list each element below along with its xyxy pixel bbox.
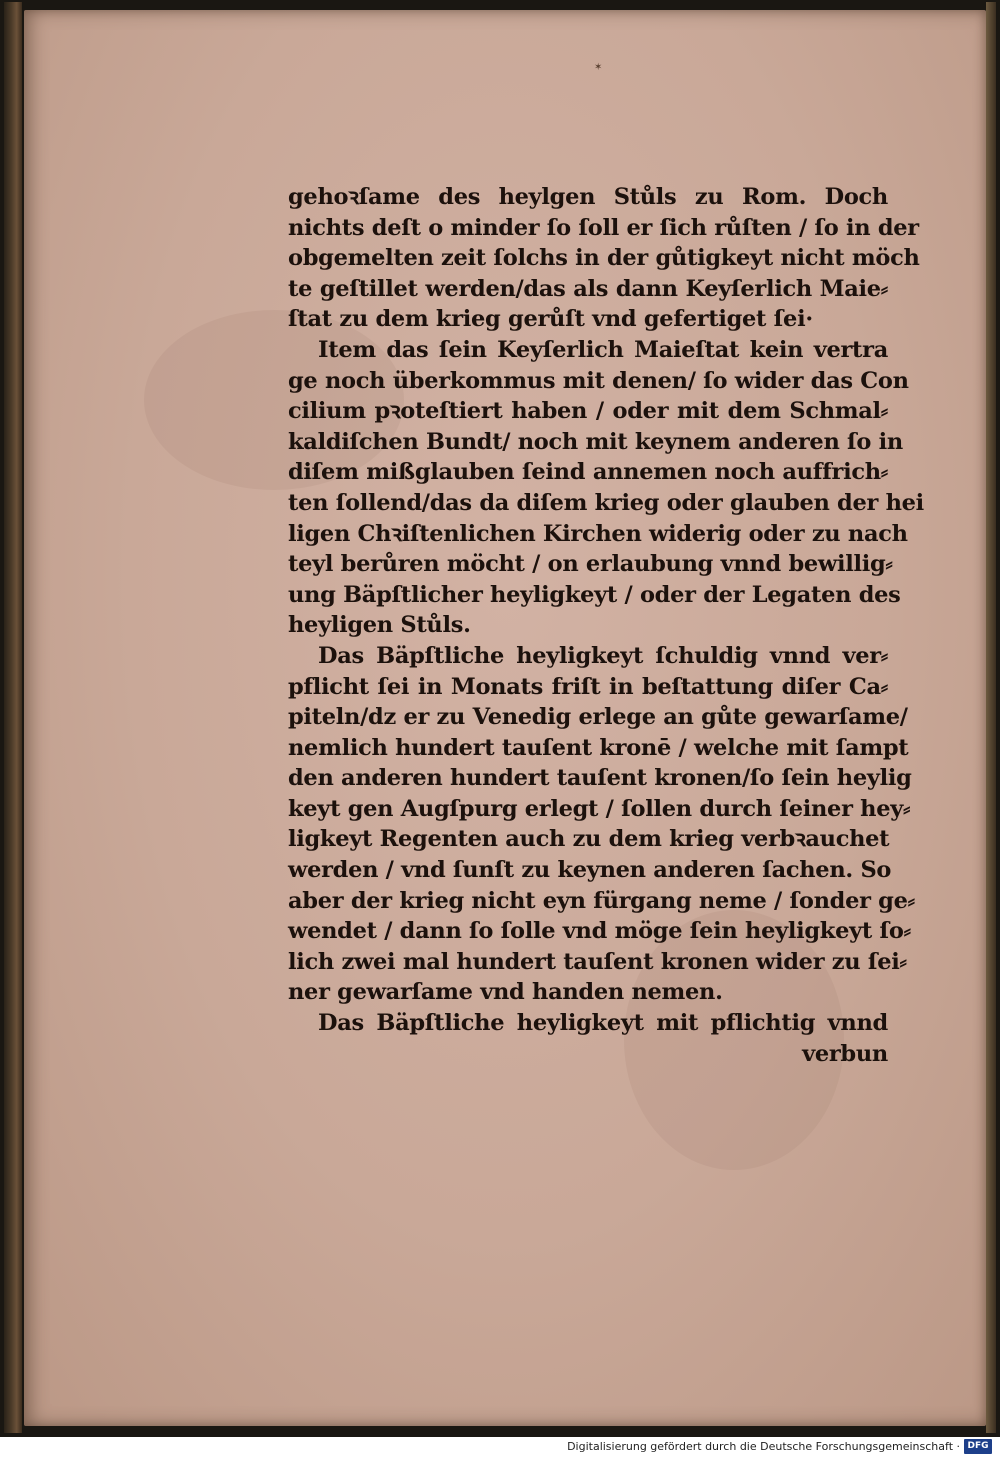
text-line: gehoꝛſame des heylgen Stůls zu Rom. Doch [288, 184, 888, 210]
text-line: piteln/dz er zu Venedig erlege an gůte gewarſame/ [288, 704, 908, 731]
text-line: diſem mißglauben ſeind annemen noch auffrich⸗ [288, 459, 888, 486]
text-line: ge noch überkommus mit denen/ ſo wider das Con [288, 367, 909, 394]
text-line: ten ſollend/das da diſem krieg oder glauben der hei [288, 489, 924, 516]
text-line: nemlich hundert tauſent kronē / welche mit ſampt [288, 734, 909, 761]
text-line: obgemelten zeit ſolchs in der gůtigkeyt nicht möch [288, 245, 920, 272]
footer-credit: Digitalisierung gefördert durch die Deutsche Forschungsgemeinschaft · [567, 1440, 960, 1453]
text-line: ung Bäpſtlicher heyligkeyt / oder der Legaten des [288, 581, 901, 608]
text-line: nichts deſt o minder ſo ſoll er ſich růſten / ſo in der [288, 214, 919, 241]
text-line: Item das ſein Keyſerlich Maieſtat kein vertra [318, 336, 888, 363]
text-line: werden / vnd ſunſt zu keynen anderen ſachen. So [288, 857, 892, 884]
text-line: cilium pꝛoteſtiert haben / oder mit dem Schmal⸗ [288, 398, 888, 425]
text-line: ligen Chꝛiſtenlichen Kirchen widerig oder zu nach [288, 520, 908, 547]
book-edge-left [4, 2, 22, 1433]
page-mark-ornament: ✶ [594, 62, 603, 73]
text-line: pflicht ſei in Monats friſt in beſtattung diſer Ca⸗ [288, 673, 888, 700]
text-line: keyt gen Augſpurg erlegt / ſollen durch ſeiner hey⸗ [288, 795, 911, 822]
text-line: ſtat zu dem krieg gerůſt vnd gefertiget ſei· [288, 306, 813, 333]
text-line: kaldiſchen Bundt/ noch mit keynem anderen ſo in [288, 428, 903, 455]
page-text-block [288, 182, 924, 1069]
text-line: ner gewarſame vnd handen nemen. [288, 979, 723, 1006]
text-line: ligkeyt Regenten auch zu dem krieg verbꝛauchet [288, 826, 890, 853]
text-line: Das Bäpſtliche heyligkeyt mit pflichtig vnnd [318, 1010, 888, 1037]
text-line: wendet / dann ſo ſolle vnd möge ſein heyligkeyt ſo⸗ [288, 918, 911, 945]
text-line: den anderen hundert tauſent kronen/ſo ſein heylig [288, 765, 912, 792]
text-line: teyl berůren möcht / on erlaubung vnnd bewillig⸗ [288, 551, 893, 578]
book-edge-right [986, 2, 996, 1433]
text-line: te geſtillet werden/das als dann Keyſerlich Maie⸗ [288, 275, 888, 302]
text-line: heyligen Stůls. [288, 612, 471, 639]
dfg-logo: DFG [964, 1439, 992, 1454]
text-line: Das Bäpſtliche heyligkeyt ſchuldig vnnd ver⸗ [318, 642, 888, 669]
text-line: aber der krieg nicht eyn fürgang neme / ſonder ge⸗ [288, 887, 915, 914]
text-line: verbun [802, 1040, 888, 1067]
text-line: lich zwei mal hundert tauſent kronen wider zu ſei⸗ [288, 948, 907, 975]
footer-bar [0, 1437, 1000, 1457]
